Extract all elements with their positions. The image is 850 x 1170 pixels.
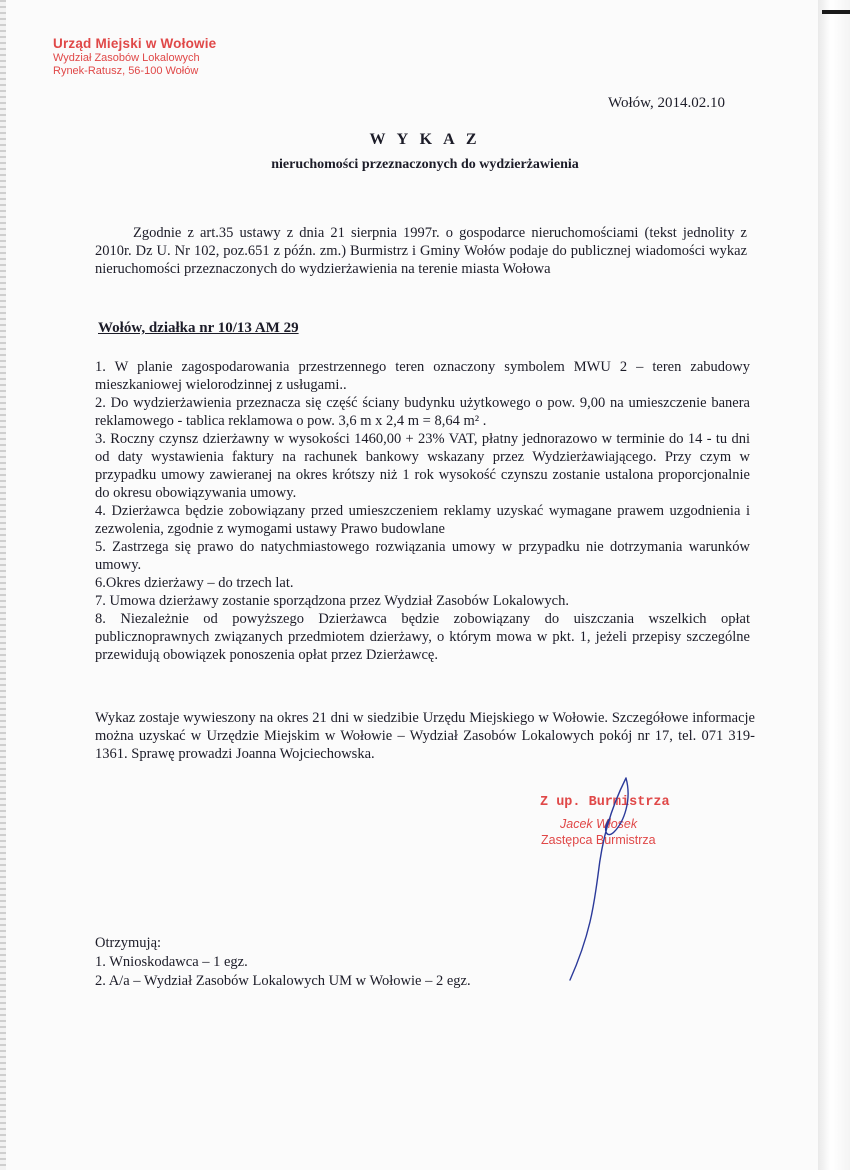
condition-item: 6.Okres dzierżawy – do trzech lat. [95, 575, 294, 591]
notice-paragraph: Wykaz zostaje wywieszony na okres 21 dni w siedzibie Urzędu Miejskiego w Wołowie. Szczegółowe informacje można uzyskać w Urzędzie Miejskim w Wołowie – Wydział Zasobów Lokalowych pokój nr 17, tel. 071 319-1361. Sprawę prowadzi Joanna Wojciechowska. [95, 710, 755, 762]
office-stamp [53, 36, 216, 77]
recipients-heading: Otrzymują: [95, 935, 162, 951]
condition-item: 3. Roczny czynsz dzierżawny w wysokości 1460,00 + 23% VAT, płatny jednorazowo w terminie do 14 - tu dni od daty wystawienia faktury na rachunek bankowy wskazany przez Wydzierżawiającego. Przy czym w przypadku umowy zawieranej na okres krótszy niż 1 rok wysokość czynszu zostanie ustalona proporcjonalnie do okresu obowiązywania umowy. [95, 431, 750, 501]
document-title: W Y K A Z [369, 131, 481, 148]
recipients-block [95, 934, 471, 991]
conditions-list [95, 358, 750, 664]
signature-title: Zastępca Burmistrza [541, 833, 656, 847]
condition-item: 1. W planie zagospodarowania przestrzennego teren oznaczony symbolem MWU 2 – teren zabudowy mieszkaniowej wielorodzinnej z usługami.. [95, 359, 750, 393]
condition-item: 4. Dzierżawca będzie zobowiązany przed umieszczeniem reklamy uzyskać wymagane prawem uzgodnienia i zezwolenia, zgodnie z wymogami ustawy Prawo budowlane [95, 503, 750, 537]
condition-item: 5. Zastrzega się prawo do natychmiastowego rozwiązania umowy w przypadku nie dotrzymania warunków umowy. [95, 539, 750, 573]
condition-item: 8. Niezależnie od powyższego Dzierżawca będzie zobowiązany do uiszczania wszelkich opłat publicznoprawnych związanych przedmiotem dzierżawy, o którym mowa w pkt. 1, jeżeli przepisy szczególne przewidują obowiązek ponoszenia opłat przez Dzierżawcę. [95, 611, 750, 663]
intro-paragraph: Zgodnie z art.35 ustawy z dnia 21 sierpnia 1997r. o gospodarce nieruchomościami (tekst jednolity z 2010r. Dz U. Nr 102, poz.651 z późn. zm.) Burmistrz i Gminy Wołów podaje do publicznej wiadomości wykaz nieruchomości przeznaczonych do wydzierżawienia na terenie miasta Wołowa [95, 225, 747, 277]
document-date: Wołów, 2014.02.10 [608, 95, 725, 111]
recipient-item: 1. Wnioskodawca – 1 egz. [95, 954, 248, 970]
condition-item: 2. Do wydzierżawienia przeznacza się część ściany budynku użytkowego o pow. 9,00 na umieszczenie banera reklamowego - tablica reklamowa o pow. 3,6 m x 2,4 m = 8,64 m² . [95, 395, 750, 429]
signature-name: Jacek Włosek [560, 817, 638, 831]
parcel-heading: Wołów, działka nr 10/13 AM 29 [98, 320, 299, 336]
recipient-item: 2. A/a – Wydział Zasobów Lokalowych UM w Wołowie – 2 egz. [95, 973, 471, 989]
signature-authority: Z up. Burmistrza [540, 795, 670, 810]
document-subtitle: nieruchomości przeznaczonych do wydzierżawienia [271, 157, 579, 172]
condition-item: 7. Umowa dzierżawy zostanie sporządzona przez Wydział Zasobów Lokalowych. [95, 593, 569, 609]
scan-corner-mark [822, 10, 850, 14]
stamp-address: Rynek-Ratusz, 56-100 Wołów [53, 65, 199, 77]
stamp-department: Wydział Zasobów Lokalowych [53, 52, 200, 64]
stamp-office-name: Urząd Miejski w Wołowie [53, 36, 217, 51]
scan-right-edge [818, 0, 850, 1170]
handwritten-signature [540, 770, 650, 990]
